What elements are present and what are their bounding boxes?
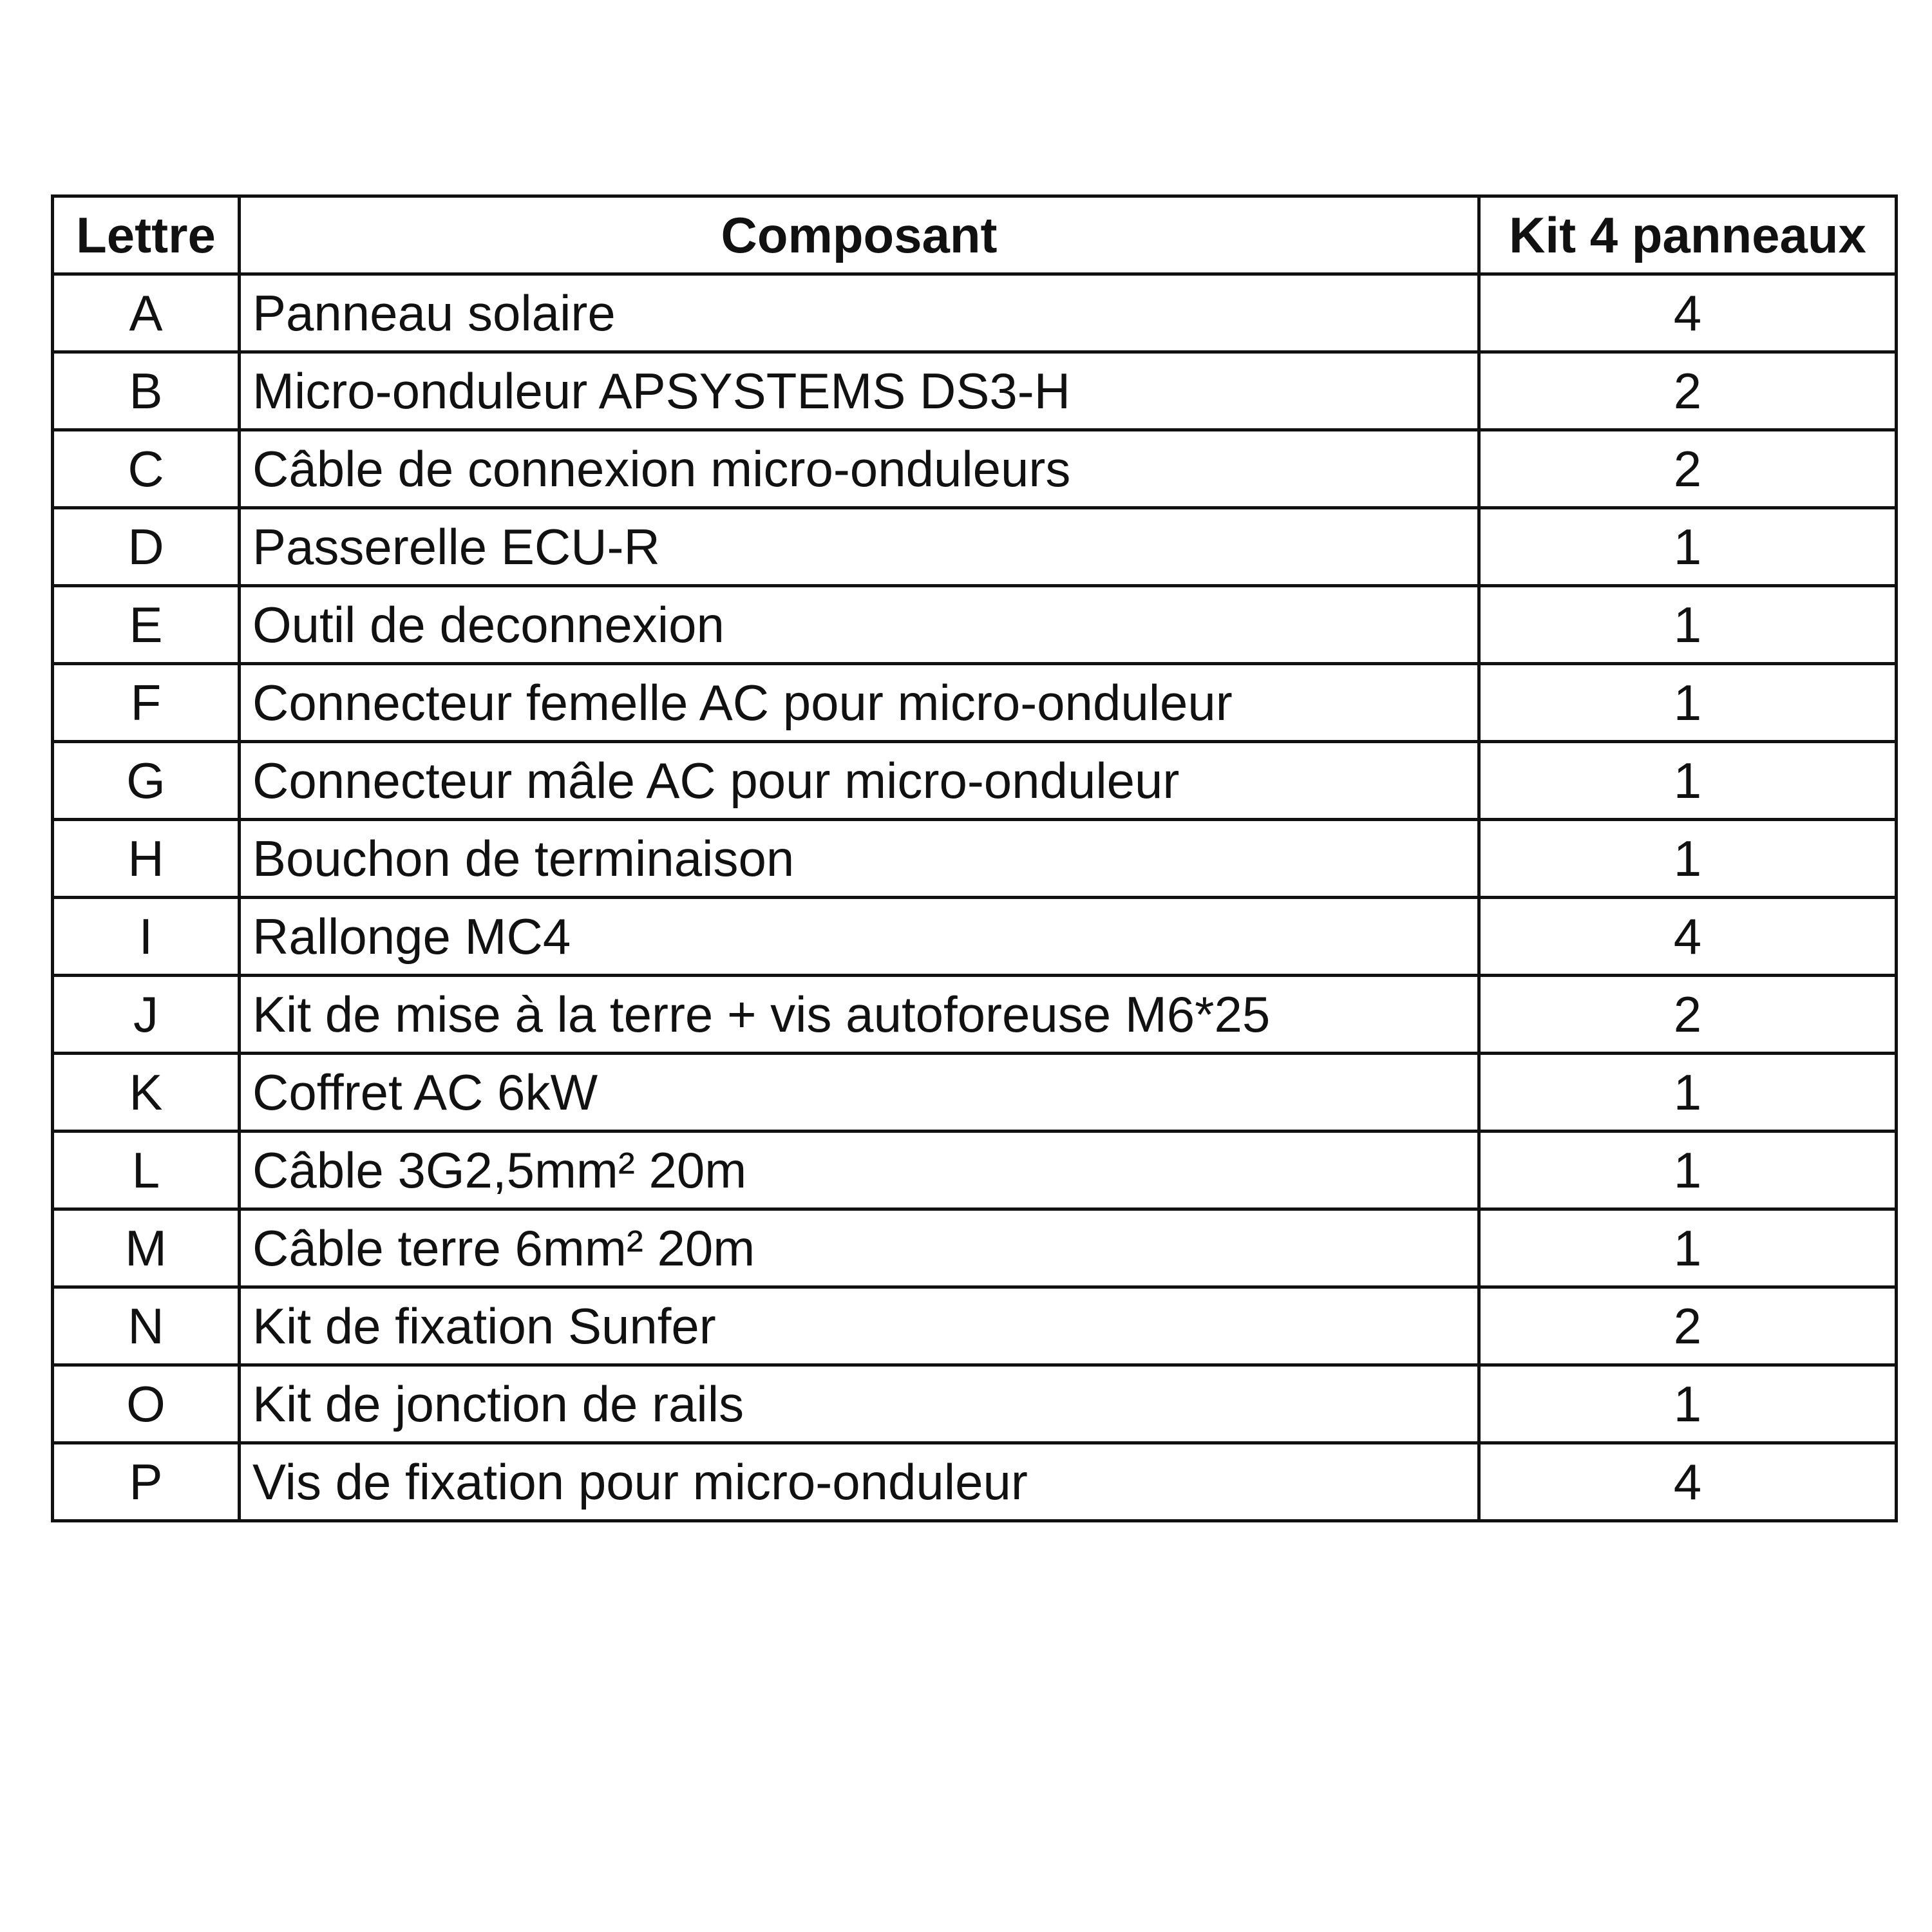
row-letter: M bbox=[53, 1209, 240, 1287]
row-quantity: 2 bbox=[1479, 976, 1897, 1054]
row-quantity: 1 bbox=[1479, 742, 1897, 820]
table-row bbox=[53, 430, 1897, 508]
row-letter: C bbox=[53, 430, 240, 508]
row-quantity: 4 bbox=[1479, 274, 1897, 352]
header-quantity: Kit 4 panneaux bbox=[1479, 196, 1897, 274]
row-quantity: 2 bbox=[1479, 352, 1897, 430]
row-letter: P bbox=[53, 1443, 240, 1521]
table-row bbox=[53, 586, 1897, 664]
row-letter: N bbox=[53, 1287, 240, 1365]
row-quantity: 1 bbox=[1479, 1209, 1897, 1287]
table-row bbox=[53, 742, 1897, 820]
row-quantity: 2 bbox=[1479, 1287, 1897, 1365]
table-row bbox=[53, 508, 1897, 586]
row-quantity: 1 bbox=[1479, 664, 1897, 742]
table-row bbox=[53, 664, 1897, 742]
row-letter: I bbox=[53, 898, 240, 976]
row-letter: H bbox=[53, 820, 240, 898]
row-letter: J bbox=[53, 976, 240, 1054]
row-letter: L bbox=[53, 1132, 240, 1209]
row-component: Vis de fixation pour micro-onduleur bbox=[240, 1443, 1479, 1521]
table-row bbox=[53, 898, 1897, 976]
row-letter: F bbox=[53, 664, 240, 742]
row-component: Panneau solaire bbox=[240, 274, 1479, 352]
table-row bbox=[53, 1054, 1897, 1132]
row-component: Outil de deconnexion bbox=[240, 586, 1479, 664]
row-quantity: 1 bbox=[1479, 1054, 1897, 1132]
row-component: Micro-onduleur APSYSTEMS DS3-H bbox=[240, 352, 1479, 430]
row-component: Passerelle ECU-R bbox=[240, 508, 1479, 586]
row-letter: E bbox=[53, 586, 240, 664]
table-row bbox=[53, 1209, 1897, 1287]
row-letter: D bbox=[53, 508, 240, 586]
table-row bbox=[53, 1287, 1897, 1365]
table-row bbox=[53, 1365, 1897, 1443]
row-component: Rallonge MC4 bbox=[240, 898, 1479, 976]
row-quantity: 1 bbox=[1479, 1365, 1897, 1443]
table-row bbox=[53, 274, 1897, 352]
row-component: Kit de mise à la terre + vis autoforeuse M6*25 bbox=[240, 976, 1479, 1054]
table-body bbox=[53, 274, 1897, 1521]
row-quantity: 1 bbox=[1479, 1132, 1897, 1209]
row-letter: O bbox=[53, 1365, 240, 1443]
row-quantity: 4 bbox=[1479, 1443, 1897, 1521]
row-component: Kit de fixation Sunfer bbox=[240, 1287, 1479, 1365]
row-letter: A bbox=[53, 274, 240, 352]
row-quantity: 2 bbox=[1479, 430, 1897, 508]
row-quantity: 4 bbox=[1479, 898, 1897, 976]
row-quantity: 1 bbox=[1479, 820, 1897, 898]
table-row bbox=[53, 1132, 1897, 1209]
table-header bbox=[53, 196, 1897, 274]
table-row bbox=[53, 976, 1897, 1054]
row-component: Connecteur mâle AC pour micro-onduleur bbox=[240, 742, 1479, 820]
header-row bbox=[53, 196, 1897, 274]
row-quantity: 1 bbox=[1479, 508, 1897, 586]
header-letter: Lettre bbox=[53, 196, 240, 274]
components-table bbox=[51, 194, 1898, 1522]
row-component: Câble de connexion micro-onduleurs bbox=[240, 430, 1479, 508]
table-row bbox=[53, 820, 1897, 898]
table-row bbox=[53, 352, 1897, 430]
row-component: Coffret AC 6kW bbox=[240, 1054, 1479, 1132]
row-component: Câble 3G2,5mm² 20m bbox=[240, 1132, 1479, 1209]
row-quantity: 1 bbox=[1479, 586, 1897, 664]
row-component: Connecteur femelle AC pour micro-onduleur bbox=[240, 664, 1479, 742]
row-component: Kit de jonction de rails bbox=[240, 1365, 1479, 1443]
row-letter: G bbox=[53, 742, 240, 820]
row-component: Câble terre 6mm² 20m bbox=[240, 1209, 1479, 1287]
row-letter: B bbox=[53, 352, 240, 430]
header-component: Composant bbox=[240, 196, 1479, 274]
row-letter: K bbox=[53, 1054, 240, 1132]
row-component: Bouchon de terminaison bbox=[240, 820, 1479, 898]
table-row bbox=[53, 1443, 1897, 1521]
